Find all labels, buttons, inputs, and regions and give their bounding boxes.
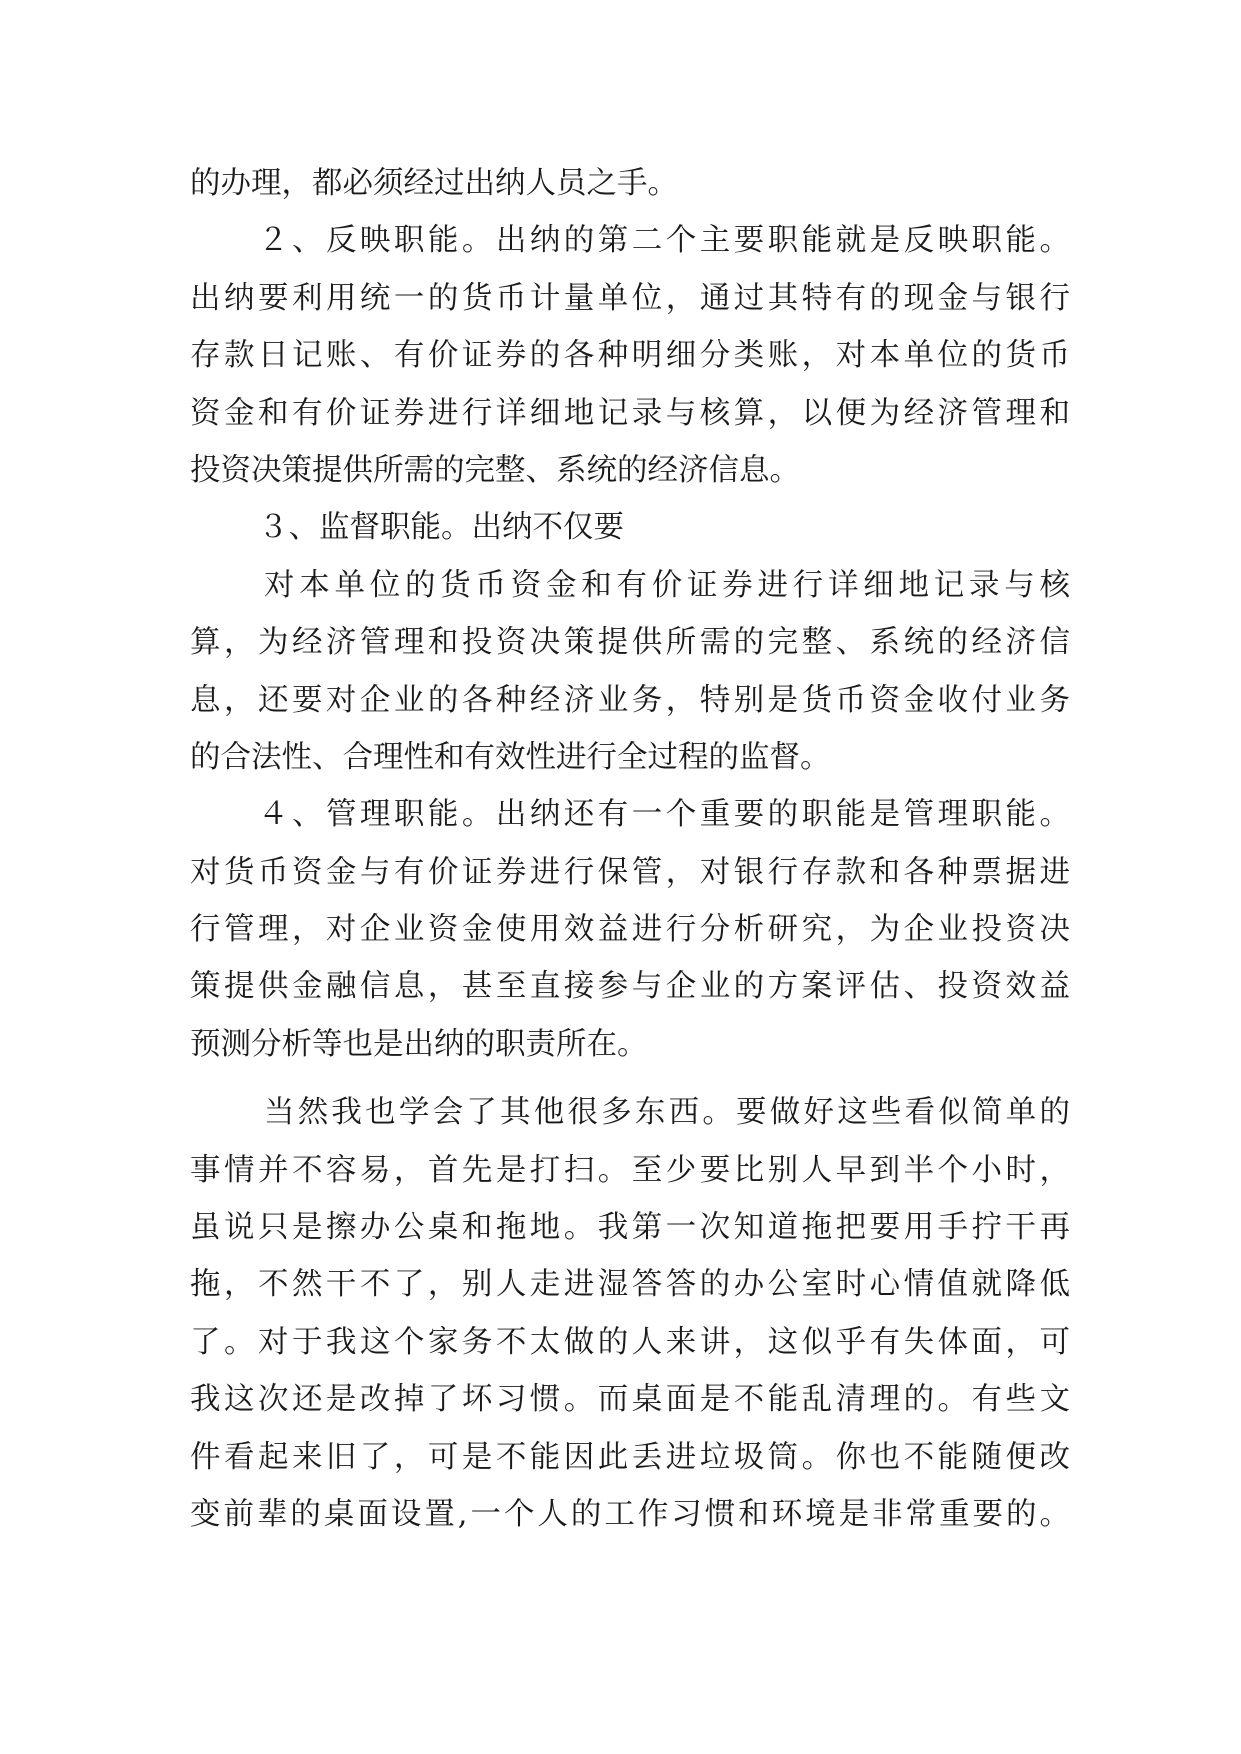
text-line: 策提供金融信息，甚至直接参与企业的方案评估、投资效益 <box>190 969 1070 1005</box>
text-line: 拖，不然干不了，别人走进湿答答的办公室时心情值就降低 <box>190 1267 1070 1303</box>
text-line: 算，为经济管理和投资决策提供所需的完整、系统的经济信 <box>190 625 1070 661</box>
text-line: 资金和有价证券进行详细地记录与核算，以便为经济管理和 <box>190 395 1070 431</box>
paragraph-gap <box>190 1073 1070 1084</box>
text-line: ３、监督职能。出纳不仅要 <box>258 510 624 546</box>
text-line: 变前辈的桌面设置,一个人的工作习惯和环境是非常重要的。 <box>190 1496 1070 1532</box>
text-line: 行管理，对企业资金使用效益进行分析研究，为企业投资决 <box>190 912 1070 948</box>
text-line: 预测分析等也是出纳的职责所在。 <box>190 1026 648 1062</box>
text-line: 的办理，都必须经过出纳人员之手。 <box>190 166 678 201</box>
text-line: 投资决策提供所需的完整、系统的经济信息。 <box>190 452 800 488</box>
text-line: 息，还要对企业的各种经济业务，特别是货币资金收付业务 <box>190 682 1070 718</box>
text-line: 的合法性、合理性和有效性进行全过程的监督。 <box>190 739 831 775</box>
text-line: 对货币资金与有价证券进行保管，对银行存款和各种票据进 <box>190 854 1070 890</box>
text-line: ４、管理职能。出纳还有一个重要的职能是管理职能。 <box>258 797 1070 833</box>
text-line: ２、反映职能。出纳的第二个主要职能就是反映职能。 <box>258 223 1070 259</box>
text-line: 对本单位的货币资金和有价证券进行详细地记录与核 <box>264 567 1070 603</box>
text-line: 我这次还是改掉了坏习惯。而桌面是不能乱清理的。有些文 <box>190 1382 1070 1418</box>
text-line: 了。对于我这个家务不太做的人来讲，这似乎有失体面，可 <box>190 1324 1070 1360</box>
text-line: 件看起来旧了，可是不能因此丢进垃圾筒。你也不能随便改 <box>190 1439 1070 1475</box>
text-line: 事情并不容易，首先是打扫。至少要比别人早到半个小时， <box>190 1152 1070 1188</box>
document-body <box>190 155 1070 1543</box>
text-line: 出纳要利用统一的货币计量单位，通过其特有的现金与银行 <box>190 280 1070 316</box>
text-line: 虽说只是擦办公桌和拖地。我第一次知道拖把要用手拧干再 <box>190 1210 1070 1246</box>
text-line: 当然我也学会了其他很多东西。要做好这些看似简单的 <box>264 1095 1070 1131</box>
text-line: 存款日记账、有价证券的各种明细分类账，对本单位的货币 <box>190 338 1070 374</box>
